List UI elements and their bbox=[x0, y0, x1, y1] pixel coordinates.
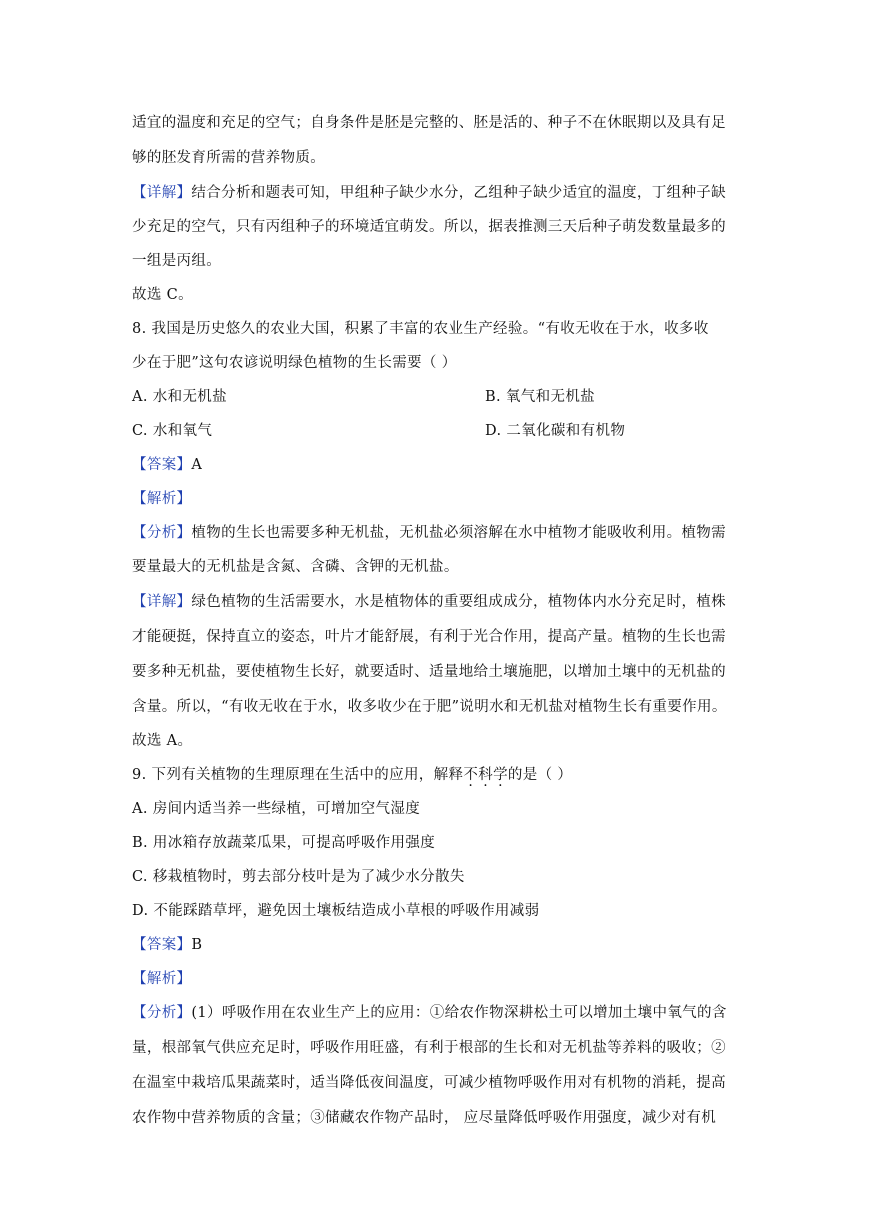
question-8-option-a: A. 水和无机盐 bbox=[132, 389, 227, 405]
answer-value: B bbox=[191, 937, 203, 953]
question-9-option-c: C. 移栽植物时，剪去部分枝叶是为了减少水分散失 bbox=[132, 869, 465, 885]
question-8-answer bbox=[132, 455, 738, 475]
answer-tag: 【答案】 bbox=[132, 457, 192, 473]
question-9-answer bbox=[132, 935, 738, 955]
text-line: 够的胚发育所需的营养物质。 bbox=[132, 150, 326, 166]
question-9-analysis-heading bbox=[132, 969, 738, 989]
text-line: 一组是丙组。 bbox=[132, 253, 222, 269]
question-8-option-b: B. 氧气和无机盐 bbox=[485, 389, 596, 405]
text-line: 适宜的温度和充足的空气；自身条件是胚是完整的、胚是活的、种子不在休眠期以及具有足 bbox=[132, 115, 726, 131]
detail-text: 绿色植物的生活需要水，水是植物体的重要组成成分，植物体内水分充足时，植株 bbox=[191, 594, 727, 610]
text-line: 含量。所以，“有收无收在于水，收多收少在于肥”说明水和无机盐对植物生长有重要作用。 bbox=[132, 699, 727, 715]
text-line: 要多种无机盐，要使植物生长好，就要适时、适量地给土壤施肥，以增加土壤中的无机盐的 bbox=[132, 664, 726, 680]
analysis-tag: 【解析】 bbox=[132, 491, 192, 507]
detail-tag: 【详解】 bbox=[132, 185, 192, 201]
text-line: 农作物中营养物质的含量；③储藏农作物产品时， 应尽量降低呼吸作用强度，减少对有机 bbox=[132, 1110, 717, 1126]
fenxi-tag: 【分析】 bbox=[132, 525, 192, 541]
question-9-option-a: A. 房间内适当养一些绿植，可增加空气湿度 bbox=[132, 801, 421, 817]
fenxi-tag: 【分析】 bbox=[132, 1005, 192, 1021]
text-line: 才能硬挺，保持直立的姿态，叶片才能舒展，有利于光合作用，提高产量。植物的生长也需 bbox=[132, 629, 726, 645]
detail-text: 结合分析和题表可知，甲组种子缺少水分，乙组种子缺少适宜的温度，丁组种子缺 bbox=[191, 185, 727, 201]
text-line: 要量最大的无机盐是含氮、含磷、含钾的无机盐。 bbox=[132, 559, 459, 575]
question-9-option-b: B. 用冰箱存放蔬菜瓜果，可提高呼吸作用强度 bbox=[132, 835, 436, 851]
question-8-stem-cont: 少在于肥”这句农谚说明绿色植物的生长需要（ ） bbox=[132, 355, 457, 371]
question-8-xiangjie bbox=[132, 592, 738, 612]
fenxi-text: 植物的生长也需要多种无机盐，无机盐必须溶解在水中植物才能吸收利用。植物需 bbox=[191, 525, 727, 541]
question-8-fenxi bbox=[132, 523, 738, 543]
emphasis-char: 学 bbox=[493, 767, 508, 783]
detail-paragraph-line bbox=[132, 183, 738, 203]
fenxi-text: (1）呼吸作用在农业生产上的应用：①给农作物深耕松土可以增加土壤中氧气的含 bbox=[191, 1005, 727, 1021]
question-9-stem bbox=[132, 765, 738, 785]
emphasis-char: 科 bbox=[478, 767, 494, 783]
question-8-option-c: C. 水和氧气 bbox=[132, 423, 213, 439]
text-line: 故选 C。 bbox=[132, 287, 193, 303]
text-line: 故选 A。 bbox=[132, 733, 193, 749]
analysis-tag: 【解析】 bbox=[132, 971, 192, 987]
question-9-option-d: D. 不能踩踏草坪，避免因土壤板结造成小草根的呼吸作用减弱 bbox=[132, 903, 540, 919]
question-9-stem-post: 的是（ ） bbox=[507, 767, 573, 783]
emphasis-char: 不 bbox=[463, 767, 479, 783]
text-line: 量，根部氧气供应充足时，呼吸作用旺盛，有利于根部的生长和对无机盐等养料的吸收；② bbox=[132, 1040, 726, 1056]
answer-tag: 【答案】 bbox=[132, 937, 192, 953]
question-9-stem-pre: 9. 下列有关植物的生理原理在生活中的应用，解释 bbox=[132, 767, 464, 783]
text-line: 少充足的空气，只有丙组种子的环境适宜萌发。所以，据表推测三天后种子萌发数量最多的 bbox=[132, 219, 726, 235]
question-8-option-d: D. 二氧化碳和有机物 bbox=[485, 423, 626, 439]
detail-tag: 【详解】 bbox=[132, 594, 192, 610]
text-line: 在温室中栽培瓜果蔬菜时，适当降低夜间温度，可减少植物呼吸作用对有机物的消耗，提高 bbox=[132, 1075, 726, 1091]
question-8-analysis-heading bbox=[132, 489, 738, 509]
question-9-fenxi bbox=[132, 1003, 738, 1023]
answer-value: A bbox=[191, 457, 203, 473]
question-8-stem: 8. 我国是历史悠久的农业大国，积累了丰富的农业生产经验。“有收无收在于水，收多收 bbox=[132, 321, 709, 337]
